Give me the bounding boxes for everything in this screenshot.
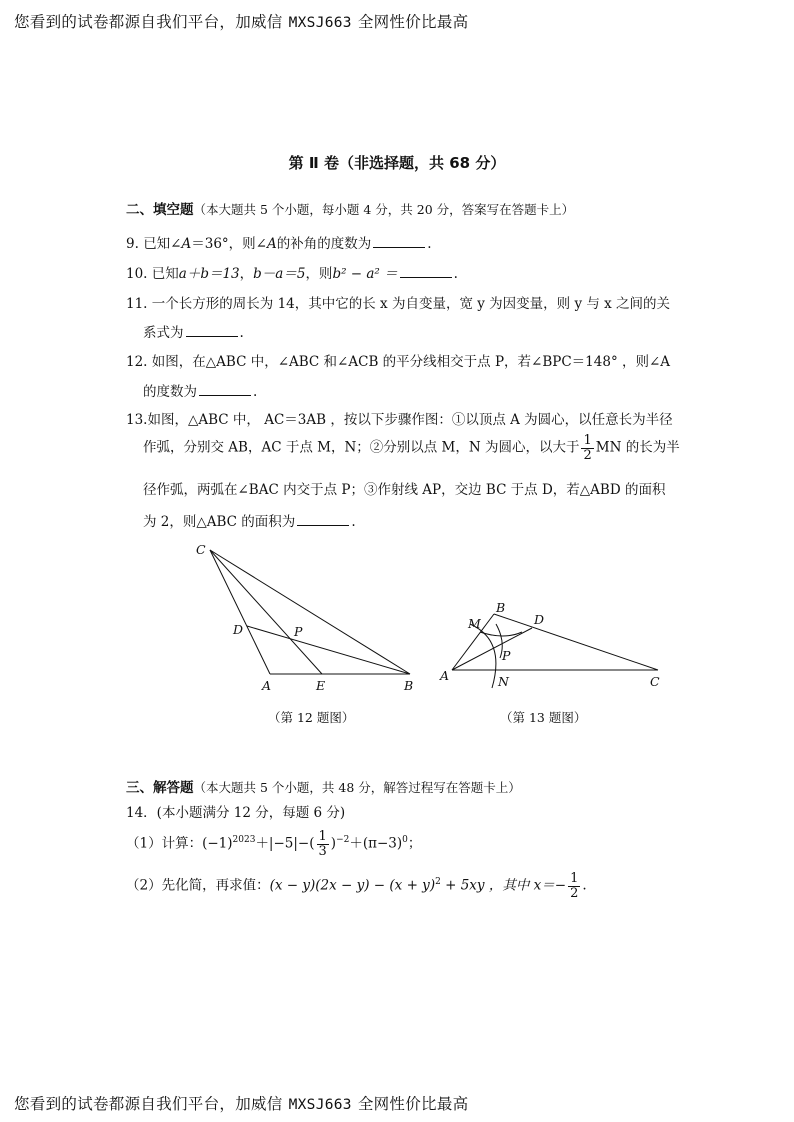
ray-ap [452, 628, 532, 670]
q13-text-line-3: 径作弧，两弧在∠BAC 内交于点 P；③作射线 AP，交边 BC 于点 D，若△ABD 的面积 [143, 482, 666, 498]
question-13-line-2 [143, 434, 680, 462]
q14-part1-label: （1）计算： [126, 835, 203, 852]
banner-slogan: 全网性价比最高 [357, 1095, 469, 1113]
section-3-heading [126, 776, 521, 796]
label-c: C [196, 542, 206, 557]
label-d: D [233, 622, 244, 637]
q13-text-line-2a: 作弧，分别交 AB，AC 于点 M，N；②分别以点 M，N 为圆心，以大于 [143, 439, 580, 456]
q14-part2-fraction [568, 872, 580, 900]
label-e: E [316, 678, 326, 693]
label-p: P [502, 648, 511, 663]
q14-part1-frac-num: 1 [318, 829, 327, 844]
q9-text-b: ＝36°，则∠ [191, 236, 267, 252]
q14-part1-exp-2: −2 [336, 835, 350, 846]
bottom-watermark-banner [14, 1092, 468, 1114]
label-b: B [404, 678, 414, 693]
question-12 [126, 350, 670, 370]
question-13-line-3 [143, 478, 665, 498]
q14-part1-expr-d: ＋(π−3) [349, 835, 403, 852]
question-12-cont [143, 380, 257, 400]
q12-text-line-2: 的度数为 [143, 384, 197, 400]
section-2-heading [126, 198, 574, 218]
part-title: 第 Ⅱ 卷（非选择题，共 68 分） [288, 154, 506, 172]
banner-code: MXSJ663 [288, 15, 352, 31]
q11-number: 11. [126, 296, 148, 312]
q11-text-line-2: 系式为 [143, 325, 184, 341]
q14-part1-expr-a: (−1) [202, 835, 233, 852]
section-3-label: 三、解答题 [126, 780, 194, 796]
q9-var-2: A [267, 236, 277, 252]
q9-answer-blank[interactable] [373, 235, 425, 248]
label-b: B [496, 600, 506, 615]
q14-part1-end: ； [407, 835, 422, 852]
q10-sep: ， [239, 266, 254, 282]
label-p: P [294, 624, 303, 639]
q13-fraction [581, 434, 593, 462]
q10-text-a: 已知 [151, 266, 179, 282]
q10-text-b: ，则 [305, 266, 333, 282]
q9-end: . [427, 236, 432, 252]
q14-part1-exp-1: 2023 [232, 835, 256, 846]
label-a: A [440, 668, 450, 683]
q14-part2-frac-num: 1 [570, 871, 579, 886]
section-2-note: （本大题共 5 个小题，每小题 4 分，共 20 分，答案写在答题卡上） [193, 202, 575, 217]
banner-text: 您看到的试卷都源自我们平台，加威信 [14, 13, 283, 31]
q13-fraction-numerator: 1 [583, 433, 592, 448]
label-n: N [498, 674, 509, 689]
question-13-line-4 [143, 510, 356, 530]
q9-number: 9. [126, 236, 139, 252]
segment-bd [247, 626, 410, 674]
figure-q13-construction [434, 596, 674, 696]
segment-ce [210, 550, 322, 674]
top-watermark-banner [14, 10, 468, 32]
q14-part2-label: （2）先化简，再求值： [126, 877, 270, 894]
segment-bc [494, 614, 658, 670]
q11-text-line-1: 一个长方形的周长为 14，其中它的长 x 为自变量，宽 y 为因变量，则 y 与 x 之间的关 [151, 296, 671, 312]
q10-end: . [453, 266, 458, 282]
q12-end: . [253, 384, 258, 400]
q13-text-line-2b: MN 的长为半 [595, 439, 680, 456]
q14-part2-expr-a: (x − y)(2x − y) − (x + y) [269, 877, 436, 894]
question-14-part-2 [126, 872, 587, 900]
q9-text-a: 已知∠ [143, 236, 182, 252]
q14-part1-expr-b: ＋|−5|−( [255, 835, 315, 852]
q14-part1-exp-3: 0 [402, 835, 408, 846]
question-13 [126, 408, 673, 428]
figure-q12-caption: （第 12 题图） [268, 710, 355, 725]
q14-part2-exp: 2 [435, 877, 441, 888]
label-d: D [534, 612, 545, 627]
question-14-part-1 [126, 830, 421, 858]
q14-part2-expr-b: + 5xy ，其中 x＝− [440, 877, 567, 894]
q12-text-line-1: 如图，在△ABC 中，∠ABC 和∠ACB 的平分线相交于点 P，若∠BPC＝148° ，则∠A [151, 354, 671, 370]
q13-fraction-denominator: 2 [583, 447, 592, 463]
q9-var: A [181, 236, 192, 252]
q10-expr-3: b² − a² ＝ [332, 266, 398, 282]
q14-part1-frac-den: 3 [318, 843, 327, 859]
question-10 [126, 262, 458, 282]
figure-q13-caption: （第 13 题图） [500, 710, 587, 725]
q11-answer-blank[interactable] [186, 324, 238, 337]
banner-slogan: 全网性价比最高 [357, 13, 469, 31]
question-14-heading: 14．(本小题满分 12 分，每题 6 分) [126, 805, 346, 821]
q13-answer-blank[interactable] [297, 513, 349, 526]
label-c: C [650, 674, 660, 689]
q11-end: . [239, 325, 244, 341]
section-3-note: （本大题共 5 个小题，共 48 分，解答过程写在答题卡上） [193, 780, 521, 795]
q10-number: 10. [126, 266, 148, 282]
q14-part2-end: . [582, 877, 587, 894]
figure-q12-triangle [190, 538, 420, 698]
q14-part1-expr-c: ) [330, 835, 337, 852]
q12-answer-blank[interactable] [199, 383, 251, 396]
q10-expr-2: b－a＝5 [253, 266, 306, 282]
q13-text-line-4: 为 2，则△ABC 的面积为 [143, 514, 296, 530]
q13-number: 13. [126, 412, 148, 428]
q12-number: 12. [126, 354, 148, 370]
q13-text-line-1: 如图，△ABC 中， AC＝3AB ，按以下步骤作图：①以顶点 A 为圆心，以任意长为半径 [147, 412, 673, 428]
section-2-label: 二、填空题 [126, 202, 194, 218]
question-11 [126, 292, 670, 312]
label-m: M [468, 616, 481, 631]
q13-end: . [351, 514, 356, 530]
q14-part2-frac-den: 2 [570, 885, 579, 901]
q9-text-c: 的补角的度数为 [276, 236, 372, 252]
q14-part1-fraction [317, 830, 329, 858]
q10-expr-1: a＋b＝13 [178, 266, 240, 282]
q10-answer-blank[interactable] [400, 265, 452, 278]
question-11-cont [143, 321, 244, 341]
banner-text: 您看到的试卷都源自我们平台，加威信 [14, 1095, 283, 1113]
banner-code: MXSJ663 [288, 1097, 352, 1113]
label-a: A [262, 678, 272, 693]
arc-from-a [470, 624, 496, 688]
question-9 [126, 232, 432, 252]
